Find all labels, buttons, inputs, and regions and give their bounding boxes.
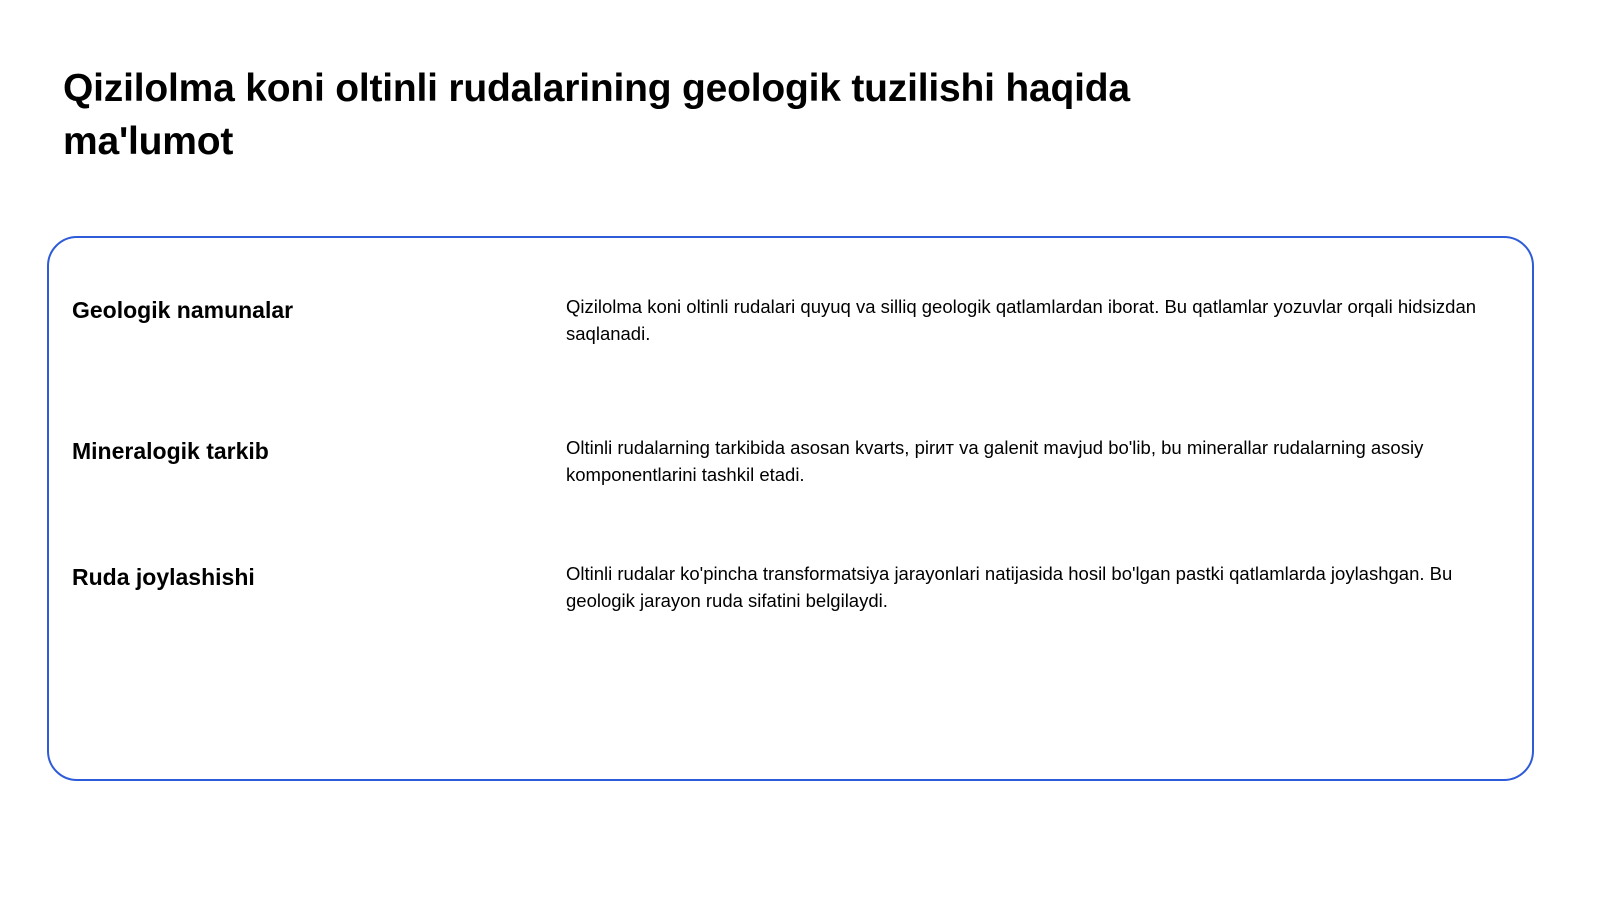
page-title: Qizilolma koni oltinli rudalarining geologik tuzilishi haqida ma'lumot <box>63 67 1130 163</box>
row-description: Oltinli rudalar ko'pincha transformatsiya jarayonlari natijasida hosil bo'lgan pastki qatlamlarda joylashgan. Bu geologik jarayon ruda sifatini belgilaydi. <box>566 563 1453 611</box>
row-description: Oltinli rudalarning tarkibida asosan kvarts, pirит va galenit mavjud bo'lib, bu minerallar rudalarning asosiy komponentlarini tashkil etadi. <box>566 437 1424 485</box>
info-card <box>47 236 1534 781</box>
row-label: Ruda joylashishi <box>72 564 255 590</box>
row-label: Geologik namunalar <box>72 297 294 323</box>
row-description: Qizilolma koni oltinli rudalari quyuq va silliq geologik qatlamlardan iborat. Bu qatlamlar yozuvlar orqali hidsizdan saqlanadi. <box>566 296 1477 344</box>
row-label: Mineralogik tarkib <box>72 438 269 464</box>
